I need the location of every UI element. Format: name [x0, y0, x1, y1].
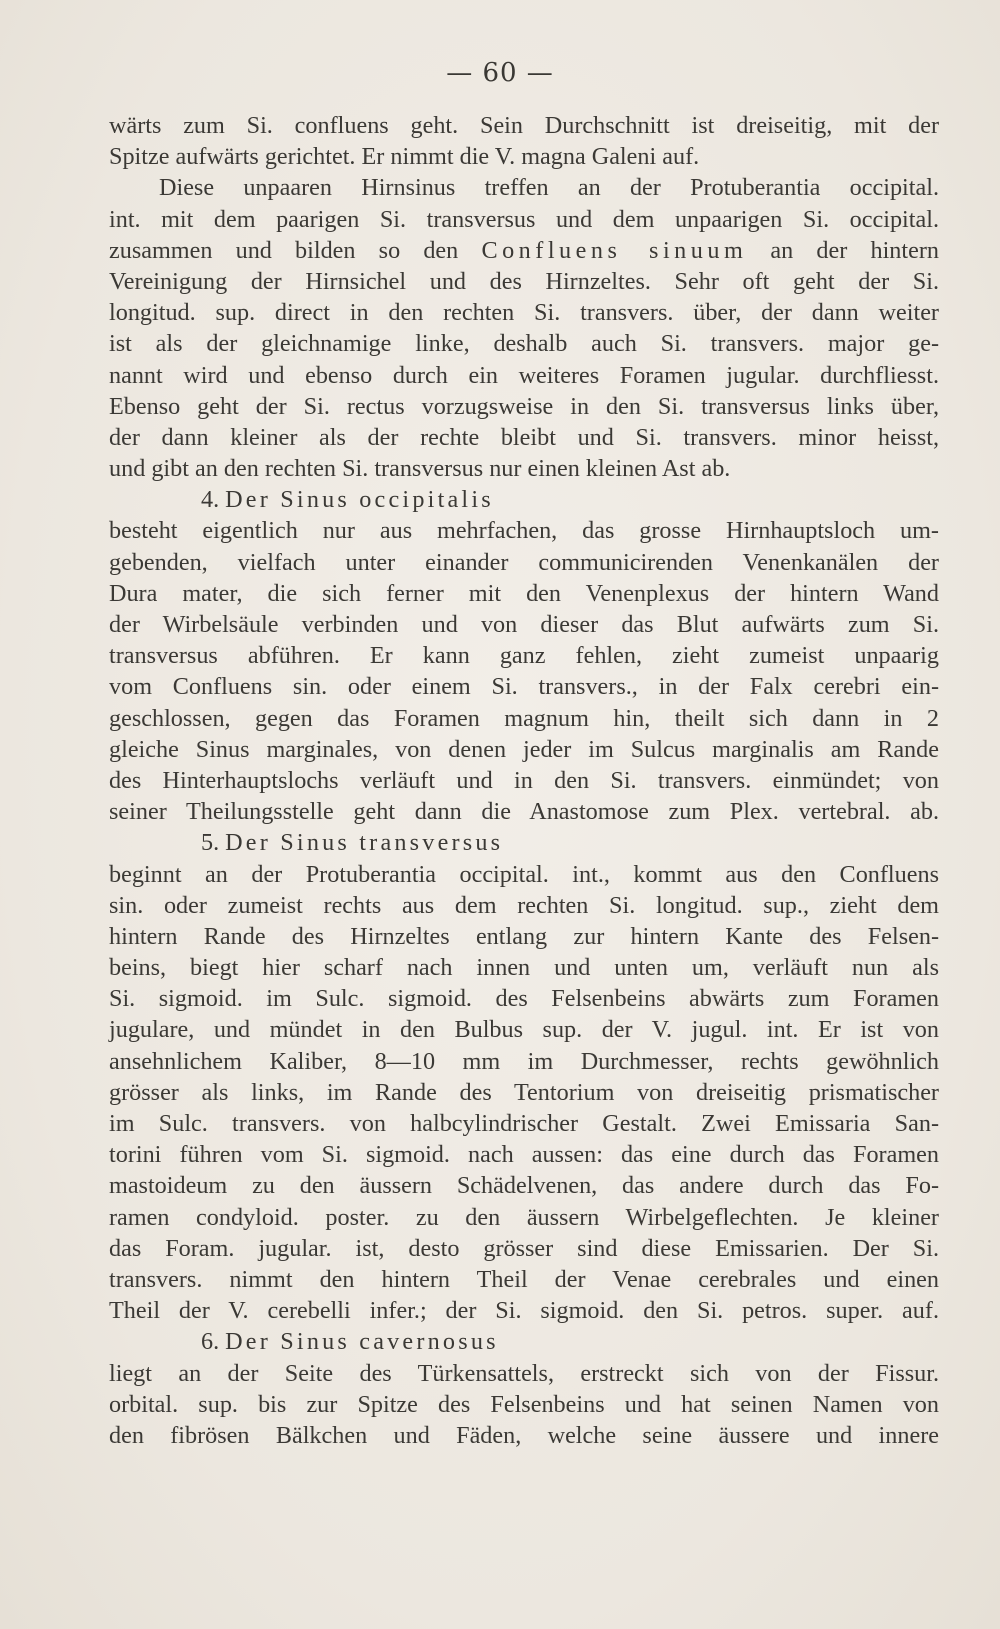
text-fragment: zusammen und bilden so den [109, 236, 482, 264]
text-line: liegt an der Seite des Türkensattels, erstreckt sich von der Fissur. [109, 1359, 939, 1387]
page-number: — 60 — [446, 58, 554, 88]
text-line: Vereinigung der Hirnsichel und des Hirnzeltes. Sehr oft geht der Si. [109, 267, 939, 295]
text-line: Dura mater, die sich ferner mit den Venenplexus der hintern Wand [109, 579, 939, 607]
emphasized-term: Confluens sinuum [481, 236, 748, 264]
text-line: und gibt an den rechten Si. transversus nur einen kleinen Ast ab. [109, 455, 731, 483]
text-line: des Hinterhauptslochs verläuft und in den Si. transvers. einmündet; von [109, 766, 939, 794]
text-line: grösser als links, im Rande des Tentorium von dreiseitig prismatischer [109, 1078, 939, 1106]
text-line: ramen condyloid. poster. zu den äussern Wirbelgeflechten. Je kleiner [109, 1203, 939, 1231]
section-heading [109, 484, 939, 515]
text-line: mastoideum zu den äussern Schädelvenen, das andere durch das Fo- [109, 1172, 939, 1200]
section-heading [109, 1326, 939, 1357]
text-line: den fibrösen Bälkchen und Fäden, welche seine äussere und innere [109, 1421, 939, 1449]
text-line: longitud. sup. direct in den rechten Si. transvers. über, der dann weiter [109, 299, 939, 327]
text-line: transversus abführen. Er kann ganz fehlen, zieht zumeist unpaarig [109, 642, 939, 670]
section-number: 4. [201, 486, 220, 514]
text-line [109, 235, 939, 266]
text-line: Diese unpaaren Hirnsinus treffen an der Protuberantia occipital. [159, 174, 939, 202]
text-line: Spitze aufwärts gerichtet. Er nimmt die V. magna Galeni auf. [109, 143, 700, 171]
text-line: hintern Rande des Hirnzeltes entlang zur hintern Kante des Felsen- [109, 922, 939, 950]
text-line: besteht eigentlich nur aus mehrfachen, das grosse Hirnhauptsloch um- [109, 517, 939, 545]
text-line: ist als der gleichnamige linke, deshalb auch Si. transvers. major ge- [109, 330, 939, 358]
text-line: im Sulc. transvers. von halbcylindrischer Gestalt. Zwei Emissaria San- [109, 1110, 939, 1137]
text-line: Si. sigmoid. im Sulc. sigmoid. des Felsenbeins abwärts zum Foramen [109, 985, 939, 1013]
text-line: seiner Theilungsstelle geht dann die Anastomose zum Plex. vertebral. ab. [109, 798, 939, 826]
section-heading [109, 827, 939, 858]
section-title: Der Sinus cavernosus [225, 1328, 499, 1356]
text-line: geschlossen, gegen das Foramen magnum hin, theilt sich dann in 2 [109, 704, 939, 732]
text-line: transvers. nimmt den hintern Theil der Venae cerebrales und einen [109, 1265, 939, 1293]
section-number: 6. [201, 1328, 220, 1356]
text-line: beins, biegt hier scharf nach innen und unten um, verläuft nun als [109, 954, 939, 982]
text-line: orbital. sup. bis zur Spitze des Felsenbeins und hat seinen Namen von [109, 1390, 939, 1418]
text-line: Theil der V. cerebelli infer.; der Si. sigmoid. den Si. petros. super. auf. [109, 1297, 939, 1325]
text-line: vom Confluens sin. oder einem Si. transvers., in der Falx cerebri ein- [109, 673, 939, 701]
section-number: 5. [201, 829, 220, 857]
text-line: ansehnlichem Kaliber, 8—10 mm im Durchmesser, rechts gewöhnlich [109, 1047, 939, 1075]
text-line: gleiche Sinus marginales, von denen jeder im Sulcus marginalis am Rande [109, 735, 939, 763]
text-line: beginnt an der Protuberantia occipital. int., kommt aus den Confluens [109, 860, 939, 888]
text-line: gebenden, vielfach unter einander communicirenden Venenkanälen der [109, 548, 939, 576]
text-line: sin. oder zumeist rechts aus dem rechten Si. longitud. sup., zieht dem [109, 891, 939, 919]
text-line: wärts zum Si. confluens geht. Sein Durchschnitt ist dreiseitig, mit der [109, 112, 939, 139]
body-text [109, 110, 939, 1451]
text-line: torini führen vom Si. sigmoid. nach aussen: das eine durch das Foramen [109, 1141, 939, 1169]
text-line: Ebenso geht der Si. rectus vorzugsweise in den Si. transversus links über, [109, 392, 939, 420]
text-line: der Wirbelsäule verbinden und von dieser das Blut aufwärts zum Si. [109, 611, 939, 638]
text-line: der dann kleiner als der rechte bleibt und Si. transvers. minor heisst, [109, 423, 939, 451]
section-title: Der Sinus occipitalis [225, 486, 494, 514]
section-title: Der Sinus transversus [225, 829, 504, 857]
text-line: nannt wird und ebenso durch ein weiteres Foramen jugular. durchfliesst. [109, 361, 939, 389]
text-line: int. mit dem paarigen Si. transversus und dem unpaarigen Si. occipital. [109, 205, 939, 233]
text-line: jugulare, und mündet in den Bulbus sup. der V. jugul. int. Er ist von [109, 1016, 939, 1044]
text-fragment: an der hintern [747, 236, 939, 264]
text-line: das Foram. jugular. ist, desto grösser sind diese Emissarien. Der Si. [109, 1234, 939, 1262]
